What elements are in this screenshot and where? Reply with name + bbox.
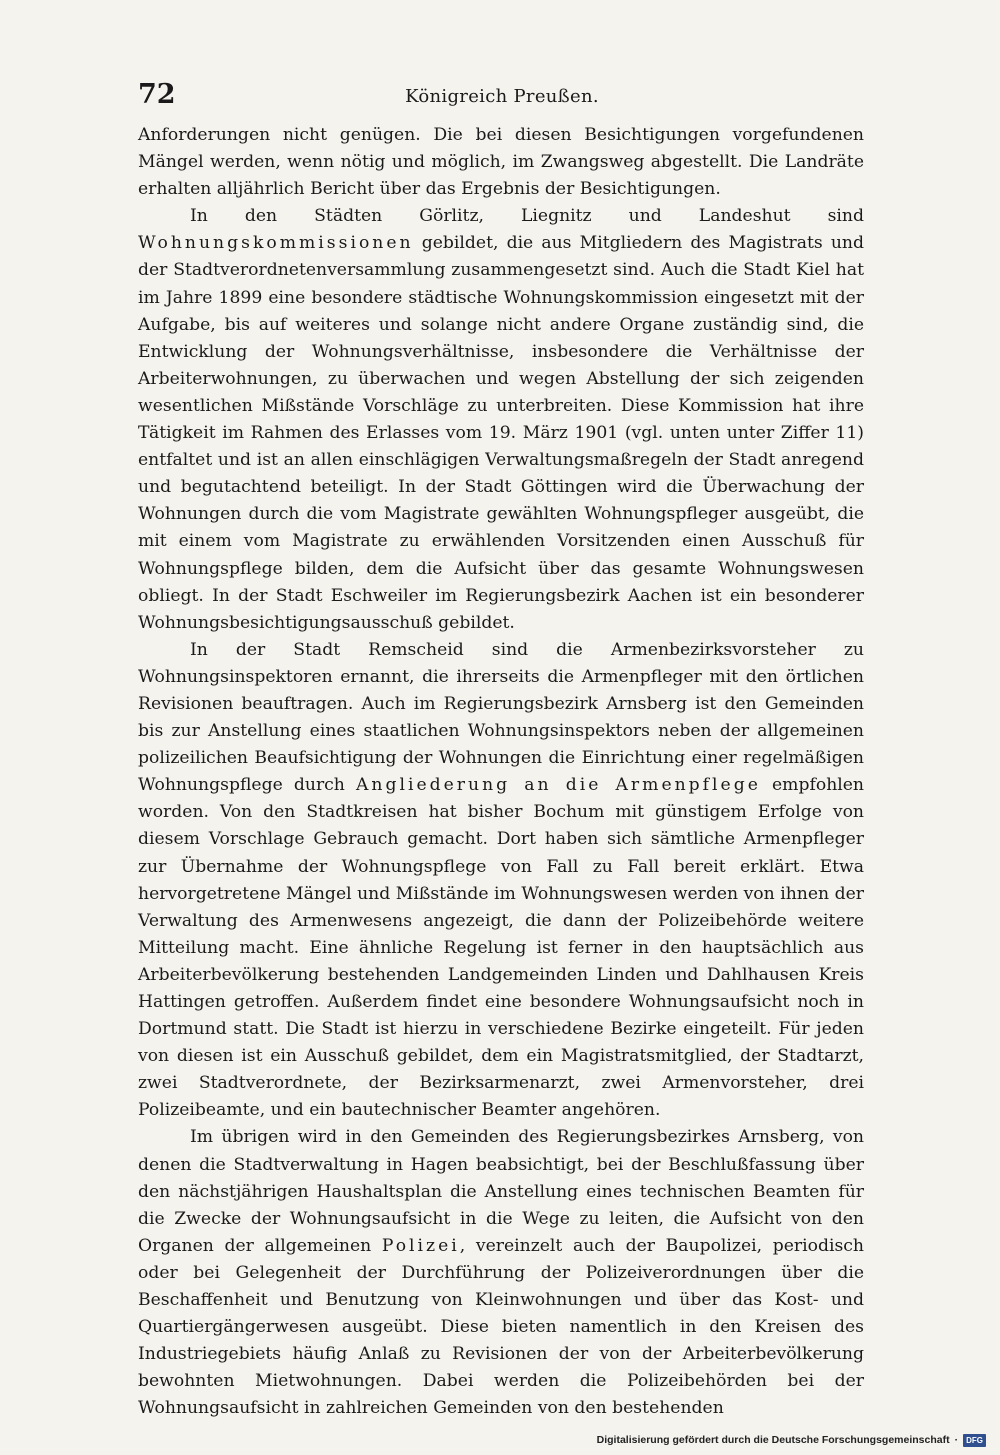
paragraph-text: In der Stadt Remscheid sind die Armenbezirksvorsteher zu Wohnungsinspektoren ernannt, die ihrerseits die Armenpfleger mit den örtlichen Revisionen beauftragen. Auch im Regierungsbezirk Arnsberg ist den Gemeinden bis zur Anstellung eines staatlichen Wohnungsinspektors neben der allgemeinen polizeilichen Beaufsichtigung der Wohnungen die Einrichtung einer regelmäßigen Wohnungspflege durch (138, 639, 864, 796)
paragraph (138, 203, 864, 637)
credit-text: Digitalisierung gefördert durch die Deutsche Forschungsgemeinschaft (596, 1434, 950, 1446)
body-text (138, 122, 864, 1423)
paragraph (138, 1124, 864, 1422)
page-header (138, 80, 866, 114)
paragraph-text: Anforderungen nicht genügen. Die bei diesen Besichtigungen vorgefundenen Mängel werden, wenn nötig und möglich, im Zwangsweg abgestellt. Die Landräte erhalten alljährlich Bericht über das Ergebnis der Besichtigungen. (138, 125, 864, 200)
emphasized-text: Wohnungskommissionen (138, 233, 414, 254)
dfg-logo-icon: DFG (963, 1434, 986, 1447)
paragraph-text: In den Städten Görlitz, Liegnitz und Landeshut sind (190, 206, 864, 227)
running-title: Königreich Preußen. (405, 86, 599, 107)
credit-separator: · (954, 1434, 959, 1446)
paragraph-text: gebildet, die aus Mitgliedern des Magistrats und der Stadtverordnetenversammlung zusammengesetzt sind. Auch die Stadt Kiel hat im Jahre 1899 eine besondere städtische Wohnungskommission eingesetzt mit der Aufgabe, bis auf weiteres und solange nicht andere Organe zuständig sind, die Entwicklung der Wohnungsverhältnisse, insbesondere die Verhältnisse der Arbeiterwohnungen, zu überwachen und wegen Abstellung der sich zeigenden wesentlichen Mißstände Vorschläge zu unterbreiten. Diese Kommission hat ihre Tätigkeit im Rahmen des Erlasses vom 19. März 1901 (vgl. unten unter Ziffer 11) entfaltet und ist an allen einschlägigen Verwaltungsmaßregeln der Stadt anregend und begutachtend beteiligt. In der Stadt Göttingen wird die Überwachung der Wohnungen durch die vom Magistrate gewählten Wohnungspfleger ausgeübt, die mit einem vom Magistrate zu erwählenden Vorsitzenden einen Ausschuß für Wohnungspflege bilden, dem die Aufsicht über das gesamte Wohnungswesen obliegt. In der Stadt Eschweiler im Regierungsbezirk Aachen ist ein besonderer Wohnungsbesichtigungsausschuß gebildet. (138, 233, 864, 633)
emphasized-text: Angliederung an die Armenpflege (355, 775, 761, 796)
paragraph-text: , vereinzelt auch der Baupolizei, periodisch oder bei Gelegenheit der Durchführung der Polizeiverordnungen über die Beschaffenheit und Benutzung von Kleinwohnungen und über das Kost- und Quartiergängerwesen ausgeübt. Diese bieten namentlich in den Kreisen des Industriegebiets häufig Anlaß zu Revisionen der von der Arbeiterbevölkerung bewohnten Mietwohnungen. Dabei werden die Polizeibehörden bei der Wohnungsaufsicht in zahlreichen Gemeinden von den bestehenden (138, 1235, 864, 1419)
emphasized-text: Polizei (381, 1235, 460, 1256)
paragraph-text: empfohlen worden. Von den Stadtkreisen hat bisher Bochum mit günstigem Erfolge von diesem Vorschlage Gebrauch gemacht. Dort haben sich sämtliche Armenpfleger zur Übernahme der Wohnungspflege von Fall zu Fall bereit erklärt. Etwa hervorgetretene Mängel und Mißstände im Wohnungswesen werden von ihnen der Verwaltung des Armenwesens angezeigt, die dann der Polizeibehörde weitere Mitteilung macht. Eine ähnliche Regelung ist ferner in den hauptsächlich aus Arbeiterbevölkerung bestehenden Landgemeinden Linden und Dahlhausen Kreis Hattingen getroffen. Außerdem findet eine besondere Wohnungsaufsicht noch in Dortmund statt. Die Stadt ist hierzu in verschiedene Bezirke eingeteilt. Für jeden von diesen ist ein Ausschuß gebildet, dem ein Magistratsmitglied, der Stadtarzt, zwei Stadtverordnete, der Bezirksarmenarzt, zwei Armenvorsteher, drei Polizeibeamte, und ein bautechnischer Beamter angehören. (138, 775, 864, 1121)
page-number: 72 (138, 79, 176, 110)
paragraph (138, 637, 864, 1125)
paragraph (138, 122, 864, 203)
paragraph-text: Im übrigen wird in den Gemeinden des Regierungsbezirkes Arnsberg, von denen die Stadtverwaltung in Hagen beabsichtigt, bei der Beschlußfassung über den nächstjährigen Haushaltsplan die Anstellung eines technischen Beamten für die Zwecke der Wohnungsaufsicht in die Wege zu leiten, die Aufsicht von den Organen der allgemeinen (138, 1127, 864, 1256)
digitization-credit (597, 1432, 986, 1448)
